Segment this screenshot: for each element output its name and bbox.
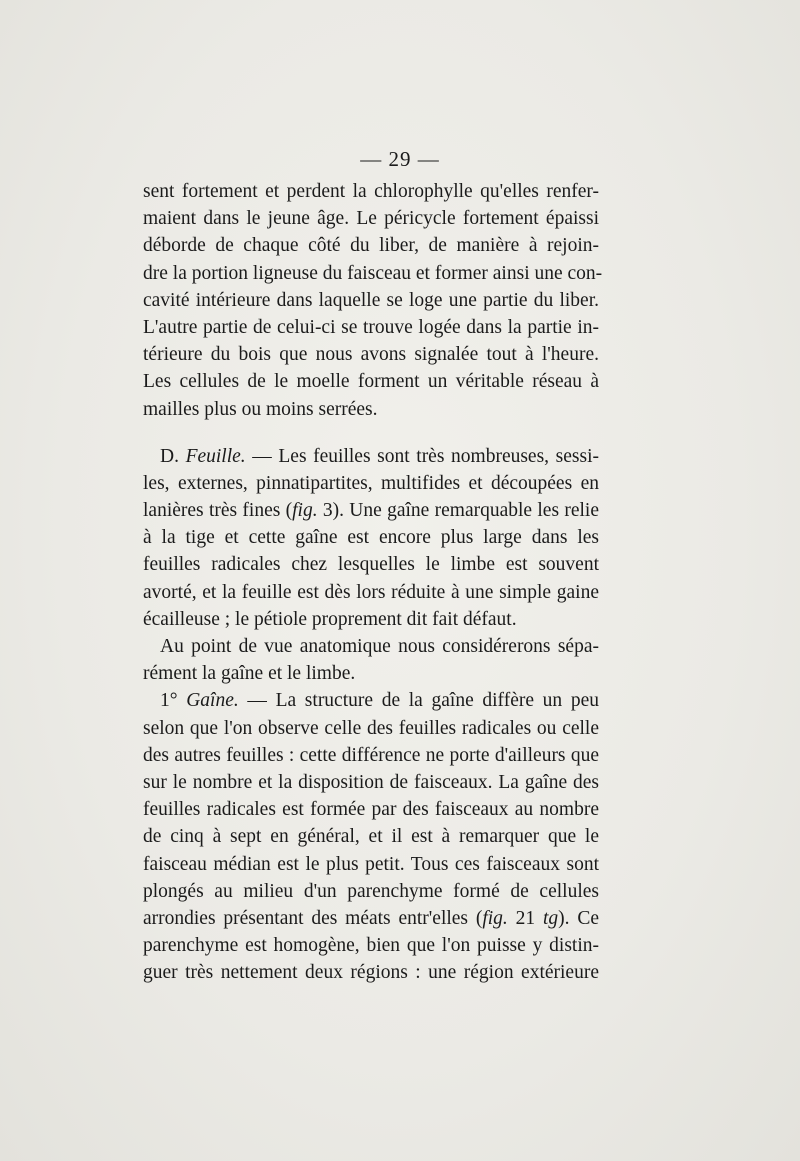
- text-line: écailleuse ; le pétiole proprement dit fait défaut.: [143, 608, 517, 630]
- text-line: arrondies présentant des méats entr'elles (fig. 21 tg). Ce: [143, 907, 599, 929]
- text-line: les, externes, pinnatipartites, multifides et découpées en: [143, 472, 599, 494]
- paragraph-gap: [143, 423, 599, 443]
- text-line: des autres feuilles : cette différence ne porte d'ailleurs que: [143, 744, 599, 766]
- text-line: feuilles radicales est formée par des faisceaux au nombre: [143, 799, 599, 821]
- text-line: déborde de chaque côté du liber, de manière à rejoin-: [143, 235, 599, 257]
- text-line: Les cellules de le moelle forment un véritable réseau à: [143, 371, 599, 393]
- text-line: avorté, et la feuille est dès lors réduite à une simple gaine: [143, 581, 599, 603]
- text-line: de cinq à sept en général, et il est à remarquer que le: [143, 826, 599, 848]
- text-line: maient dans le jeune âge. Le péricycle fortement épaissi: [143, 208, 599, 230]
- text-line: cavité intérieure dans laquelle se loge une partie du liber.: [143, 289, 599, 311]
- page-number: — 29 —: [360, 147, 440, 171]
- text-line: L'autre partie de celui-ci se trouve logée dans la partie in-: [143, 316, 599, 338]
- text-line: lanières très fines (fig. 3). Une gaîne remarquable les relie: [143, 500, 599, 522]
- text-line: sent fortement et perdent la chlorophylle qu'elles renfer-: [143, 181, 599, 202]
- text-line: parenchyme est homogène, bien que l'on puisse y distin-: [143, 935, 599, 957]
- text-line-feuille-heading: D. Feuille. — Les feuilles sont très nombreuses, sessi-: [160, 445, 599, 467]
- text-line: dre la portion ligneuse du faisceau et former ainsi une con-: [143, 262, 603, 284]
- body-text: [143, 178, 603, 986]
- text-line: à la tige et cette gaîne est encore plus large dans les: [143, 527, 599, 549]
- text-line: rément la gaîne et le limbe.: [143, 663, 356, 685]
- text-line: térieure du bois que nous avons signalée tout à l'heure.: [143, 344, 599, 366]
- text-line: faisceau médian est le plus petit. Tous ces faisceaux sont: [143, 853, 599, 875]
- text-line: plongés au milieu d'un parenchyme formé de cellules: [143, 880, 599, 902]
- text-line: sur le nombre et la disposition de faisceaux. La gaîne des: [143, 771, 599, 793]
- text-line-gaine-heading: 1° Gaîne. — La structure de la gaîne diffère un peu: [160, 690, 599, 712]
- text-line: feuilles radicales chez lesquelles le limbe est souvent: [143, 554, 599, 576]
- text-line: Au point de vue anatomique nous considérerons sépa-: [160, 636, 599, 657]
- text-line: selon que l'on observe celle des feuilles radicales ou celle: [143, 717, 599, 739]
- text-line: guer très nettement deux régions : une région extérieure: [143, 962, 599, 984]
- text-line: mailles plus ou moins serrées.: [143, 398, 378, 420]
